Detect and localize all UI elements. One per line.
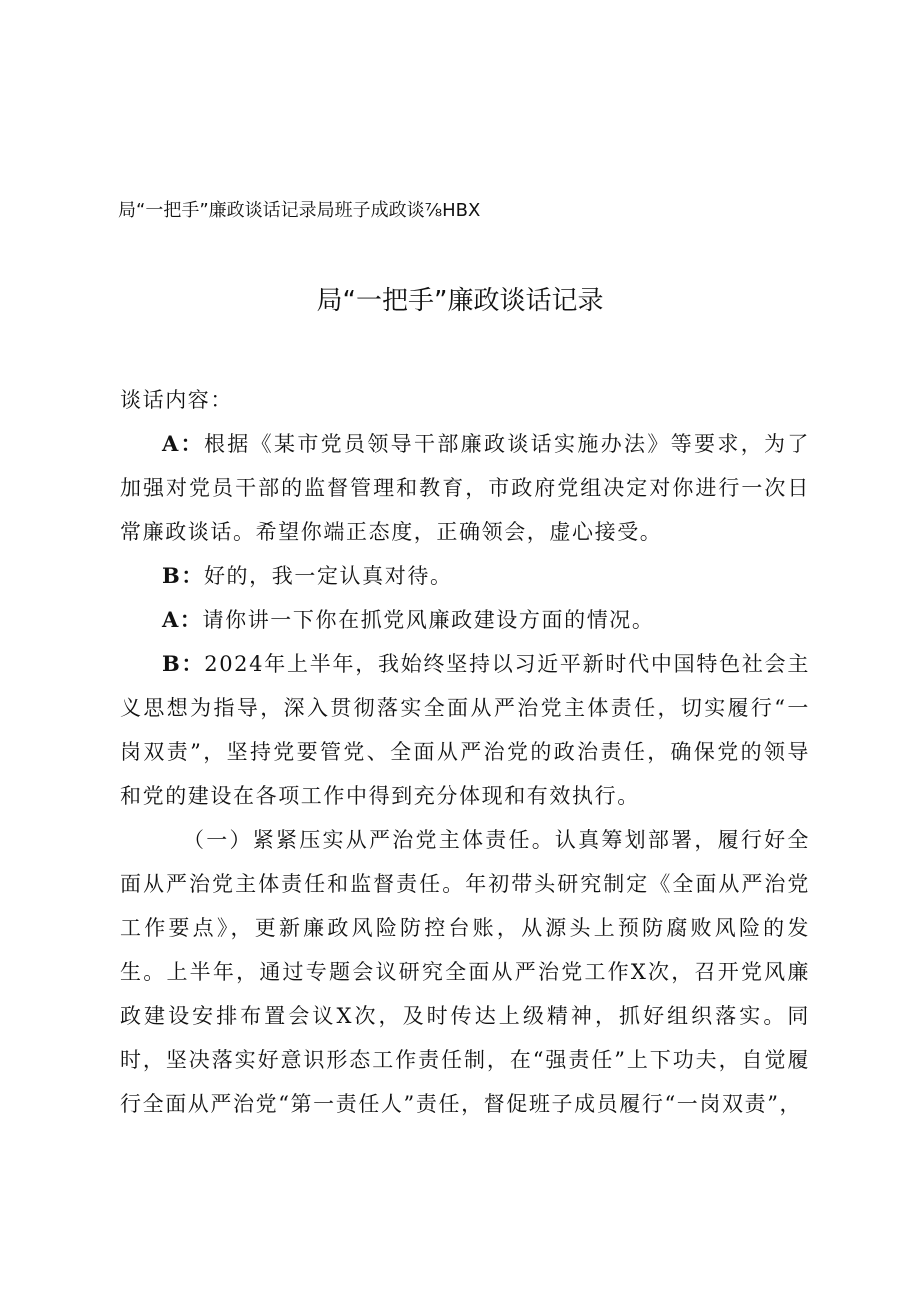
dialogue-text: 请你讲一下你在抓党风廉政建设方面的情况。 — [202, 608, 655, 632]
speaker-label: A： — [162, 431, 204, 456]
document-body — [120, 378, 810, 1126]
content-label: 谈话内容： — [120, 388, 233, 412]
section-paragraph: （一）紧紧压实从严治党主体责任。认真筹划部署，履行好全面从严治党主体责任和监督责任。年初带头研究制定《全面从严治党工作要点》，更新廉政风险防控台账，从源头上预防腐败风险的发生。上半年，通过专题会议研究全面从严治党工作X次，召开党风廉政建设安排布置会议X次，及时传达上级精神，抓好组织落实。同时，坚决落实好意识形态工作责任制，在“强责任”上下功夫，自觉履行全面从严治党“第一责任人”责任，督促班子成员履行“一岗双责”， — [120, 828, 810, 1116]
speaker-label: B： — [162, 563, 204, 588]
document-title: 局“一把手”廉政谈话记录 — [316, 286, 604, 316]
dialogue-paragraph — [120, 642, 810, 818]
document-header: 局“一把手”廉政谈话记录局班子成政谈⅞HBX — [118, 200, 481, 221]
dialogue-paragraph — [120, 422, 810, 554]
dialogue-paragraph — [120, 598, 810, 642]
dialogue-text: 根据《某市党员领导干部廉政谈话实施办法》等要求，为了加强对党员干部的监督管理和教育，市政府党组决定对你进行一次日常廉政谈话。希望你端正态度，正确领会，虚心接受。 — [120, 432, 810, 544]
speaker-label: B： — [162, 651, 205, 676]
dialogue-text: 好的，我一定认真对待。 — [203, 564, 453, 588]
speaker-label: A： — [162, 607, 203, 632]
dialogue-paragraph — [120, 554, 810, 598]
dialogue-text: 2024年上半年，我始终坚持以习近平新时代中国特色社会主义思想为指导，深入贯彻落实全面从严治党主体责任，切实履行“一岗双责”，坚持党要管党、全面从严治党的政治责任，确保党的领导和党的建设在各项工作中得到充分体现和有效执行。 — [120, 652, 810, 808]
